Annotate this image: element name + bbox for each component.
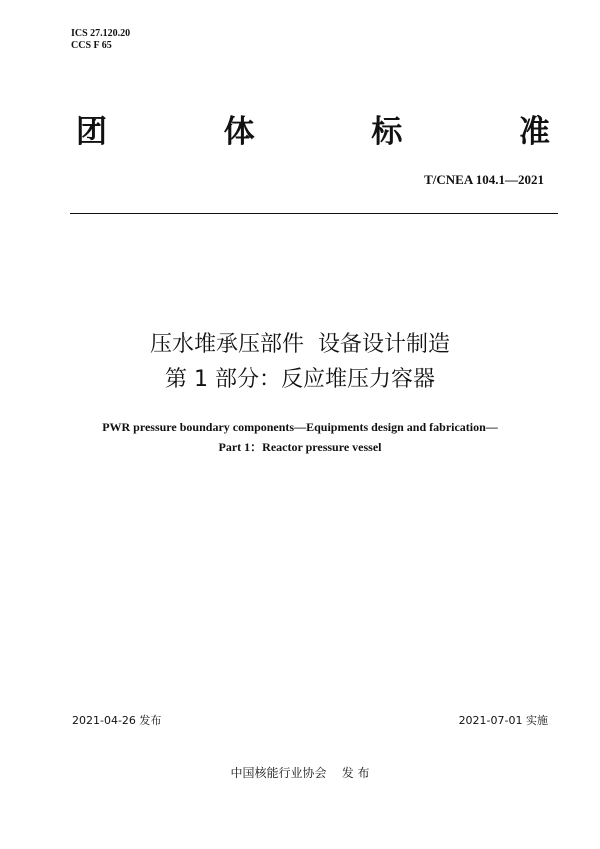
chinese-title-line-1: 压水堆承压部件 设备设计制造 [150, 332, 450, 357]
standard-type-heading [76, 112, 550, 152]
ics-code: ICS 27.120.20 [71, 28, 131, 39]
issue-date: 2021-04-26 发布 [72, 714, 162, 727]
chinese-title-line-2: 第 1 部分：反应堆压力容器 [165, 367, 435, 392]
ccs-code: CCS F 65 [71, 40, 112, 51]
issuing-organization: 中国核能行业协会 发 布 [230, 766, 370, 780]
standard-number: T/CNEA 104.1—2021 [424, 172, 544, 187]
classification-codes [71, 28, 130, 52]
standard-type-char: 体 [223, 114, 255, 150]
english-title-line-1: PWR pressure boundary components—Equipments design and fabrication— [102, 420, 498, 434]
english-title-line-2: Part 1：Reactor pressure vessel [218, 440, 382, 454]
standard-type-char: 团 [76, 114, 107, 150]
standard-type-char: 准 [518, 114, 550, 150]
effective-date: 2021-07-01 实施 [458, 714, 548, 727]
header-divider [70, 213, 558, 214]
standard-type-char: 标 [371, 114, 403, 150]
